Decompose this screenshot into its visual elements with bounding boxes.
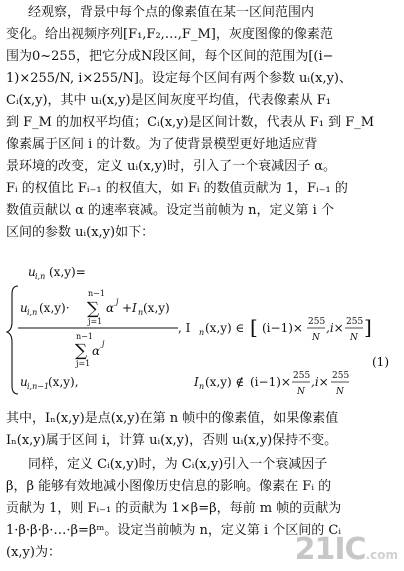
eq-den-sum-top: n−1 xyxy=(76,332,93,341)
eq-cond2-frac2-bottom: N xyxy=(336,387,344,397)
eq-interval-left: (i−1)× xyxy=(262,321,303,335)
text-line: β，β 能够有效地减小图像历史信息的影响。像素在 Fᵢ 的 xyxy=(6,479,332,494)
eq-cond2-frac-bottom: N xyxy=(297,387,305,397)
text-line: 贡献为 1，则 Fᵢ₋₁ 的贡献为 1×β=β，每前 m 帧的贡献为 xyxy=(6,501,342,516)
eq-cond1-sub: n xyxy=(199,328,205,337)
left-brace xyxy=(7,286,18,394)
eq-cond2-frac-top: 255 xyxy=(293,371,311,381)
eq-cond2-mid: ,i× xyxy=(311,375,329,389)
text-line: (x,y)为： xyxy=(6,545,61,560)
eq-cond1-prefix: , I xyxy=(178,321,191,335)
watermark-main: 21IC xyxy=(294,532,366,567)
eq-sum-top: n−1 xyxy=(88,289,105,298)
text-line: 1·β·β·β·…·β=βᵐ。设定当前帧为 n，定义第 i 个区间的 Cᵢ xyxy=(6,523,341,538)
text-line: 数值贡献以 α 的速率衰减。设定当前帧为 n，定义第 i 个 xyxy=(6,203,334,218)
equation-1 xyxy=(6,262,398,398)
text-line: Cᵢ(x,y)，其中 uᵢ(x,y)是区间灰度平均值，代表像素从 F₁ xyxy=(6,93,331,108)
eq-frac-top: 255 xyxy=(308,317,326,327)
eq-den-sum-bottom: j=1 xyxy=(76,359,91,368)
eq-sum-symbol: ∑ xyxy=(75,341,88,361)
eq-num-prefix: u xyxy=(20,301,28,315)
watermark-sub: .com xyxy=(365,548,398,562)
site-watermark xyxy=(295,532,398,567)
eq-case2-sub: i,n−1 xyxy=(27,382,50,391)
eq-case2-lhs: u xyxy=(20,375,28,389)
eq-cond2-interval-left: (i−1)× xyxy=(250,375,291,389)
eq-num-suffix: +I xyxy=(122,301,137,315)
text-line: 区间的参数 uᵢ(x,y)如下： xyxy=(6,225,155,240)
text-line: 像素属于区间 i 的计数。为了使背景模型更好地适应背 xyxy=(6,137,318,152)
eq-frac2-bottom: N xyxy=(350,333,358,343)
eq-alpha: α xyxy=(106,301,115,315)
eq-alpha-sup: j xyxy=(116,297,119,306)
eq-num-prefix-args: (x,y)· xyxy=(39,301,70,315)
text-line: 围为0~255，把它分成N段区间，每个区间的范围为[(i− xyxy=(6,49,334,64)
eq-cond2-args: (x,y) ∉ xyxy=(205,375,245,389)
text-line: 经观察，背景中每个点的像素值在某一区间范围内 xyxy=(28,5,315,20)
eq-num-prefix-sub: i,n xyxy=(27,308,38,317)
text-line: 到 F_M 的加权平均值；Cᵢ(x,y)是区间计数，代表从 F₁ 到 F_M xyxy=(6,115,375,130)
eq-sum-bottom: j=1 xyxy=(88,317,103,326)
eq-cond1-args: (x,y) ∈ xyxy=(205,321,245,335)
text-line: Fᵢ 的权值比 Fᵢ₋₁ 的权值大，如 Fᵢ 的数值贡献为 1，Fᵢ₋₁ 的 xyxy=(6,181,348,196)
equation-number: (1) xyxy=(372,355,389,369)
eq-lhs: u xyxy=(28,265,36,279)
text-line: 其中，Iₙ(x,y)是点(x,y)在第 n 帧中的像素值，如果像素值 xyxy=(6,411,339,426)
text-line: Iₙ(x,y)属于区间 i，计算 uᵢ(x,y)，否则 uᵢ(x,y)保持不变。 xyxy=(6,433,338,448)
text-line: 景环境的改变，定义 uᵢ(x,y)时，引入了一个衰减因子 α。 xyxy=(6,159,336,174)
eq-cond2-prefix: I xyxy=(194,375,199,389)
bracket-open: [ xyxy=(250,315,258,339)
eq-den-alpha-sup: j xyxy=(102,339,105,348)
bracket-close: ] xyxy=(364,315,372,339)
eq-den-alpha: α xyxy=(92,344,101,358)
eq-num-suffix-sub: n xyxy=(138,308,144,317)
text-line: 变化。给出视频序列[F₁,F₂,…,F_M]，灰度图像的像素范 xyxy=(6,27,333,42)
eq-cond2-sub: n xyxy=(199,382,205,391)
eq-lhs-args: (x,y)= xyxy=(49,265,86,279)
eq-lhs-sub: i,n xyxy=(35,272,46,281)
eq-frac-bottom: N xyxy=(312,333,320,343)
eq-interval-mid: ,i× xyxy=(326,321,344,335)
text-line: 同样，定义 Cᵢ(x,y)时，为 Cᵢ(x,y)引入一个衰减因子 xyxy=(28,457,328,472)
eq-frac2-top: 255 xyxy=(346,317,364,327)
eq-sum-symbol: ∑ xyxy=(87,299,100,319)
eq-cond2-frac2-top: 255 xyxy=(332,371,350,381)
text-line: 1)×255/N, i×255/N]。设定每个区间有两个参数 uᵢ(x,y)、 xyxy=(6,71,352,86)
eq-num-suffix-args: (x,y) xyxy=(143,301,170,315)
eq-case2-args: (x,y), xyxy=(48,375,79,389)
